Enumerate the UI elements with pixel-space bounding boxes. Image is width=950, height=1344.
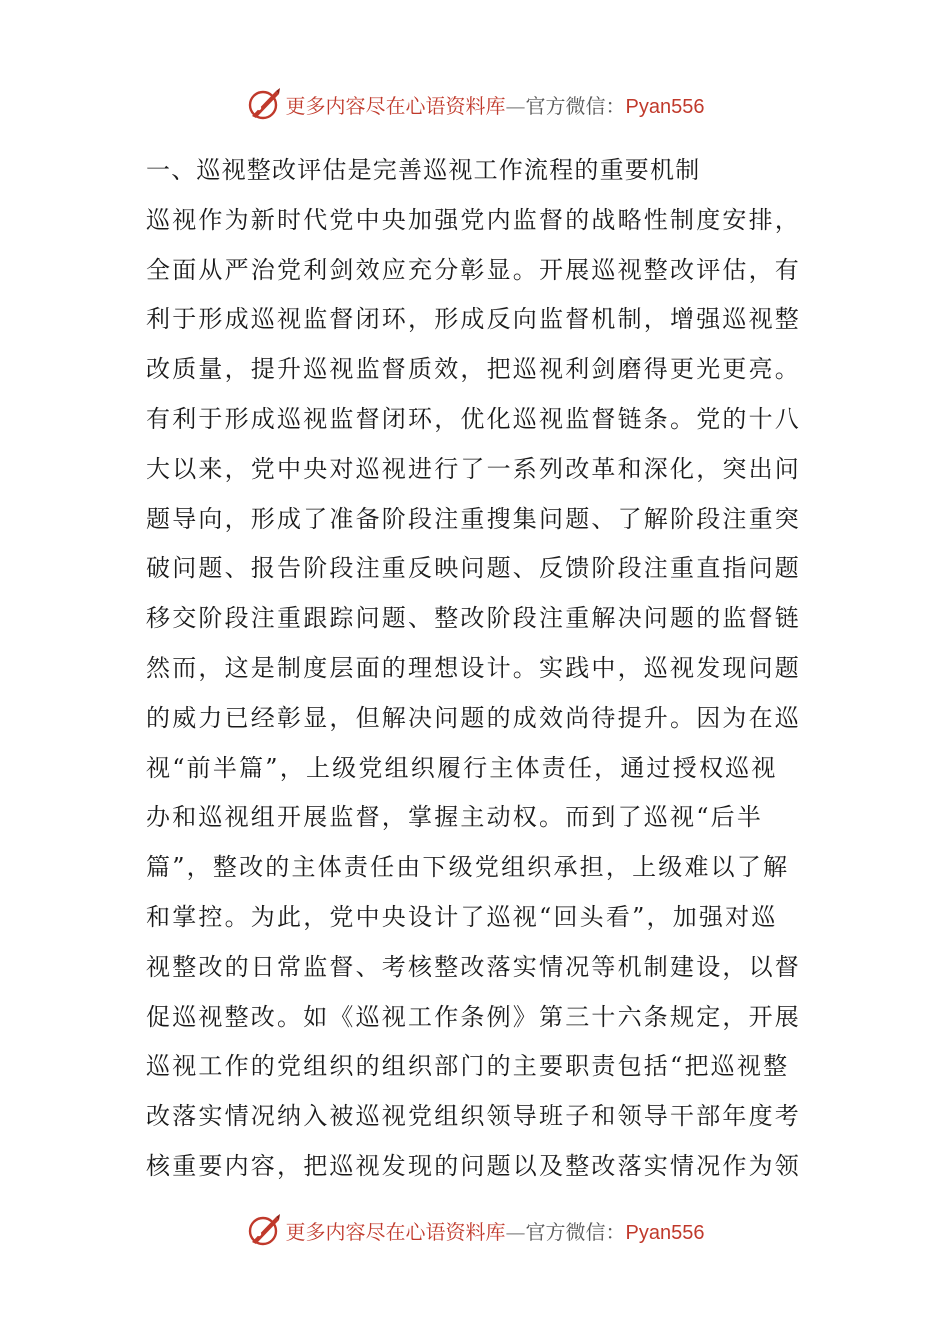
text-line: 视“前半篇”，上级党组织履行主体责任，通过授权巡视: [146, 753, 778, 782]
text-line: 视整改的日常监督、考核整改落实情况等机制建设，以督: [146, 952, 801, 981]
text-line: 题导向，形成了准备阶段注重搜集问题、了解阶段注重突: [146, 504, 801, 533]
text-line: 的威力已经彰显，但解决问题的成效尚待提升。因为在巡: [146, 703, 801, 732]
text-line: 办和巡视组开展监督，掌握主动权。而到了巡视“后半: [146, 803, 764, 832]
quill-pen-seal-icon: [246, 86, 282, 122]
header-wechat-label: 官方微信：: [525, 93, 626, 118]
header-banner-text: [286, 90, 705, 119]
footer-banner: [0, 1208, 950, 1252]
text-line: 破问题、报告阶段注重反映问题、反馈阶段注重直指问题: [146, 554, 801, 583]
text-line: 篇”，整改的主体责任由下级党组织承担，上级难以了解: [146, 853, 790, 882]
text-line: 大以来，党中央对巡视进行了一系列改革和深化，突出问: [146, 454, 801, 483]
document-body: [146, 146, 806, 1192]
text-line: 改质量，提升巡视监督质效，把巡视利剑磨得更光更亮。: [146, 355, 801, 384]
footer-brand: 更多内容尽在心语资料库: [285, 1219, 506, 1244]
text-line: 改落实情况纳入被巡视党组织领导班子和领导干部年度考: [146, 1102, 801, 1131]
text-line: 有利于形成巡视监督闭环，优化巡视监督链条。党的十八: [146, 404, 801, 433]
header-dash: —: [505, 93, 526, 118]
text-line: 巡视作为新时代党中央加强党内监督的战略性制度安排，: [146, 205, 801, 234]
footer-wechat-label: 官方微信：: [525, 1219, 626, 1244]
text-line: 然而，这是制度层面的理想设计。实践中，巡视发现问题: [146, 653, 801, 682]
text-line: 全面从严治党利剑效应充分彰显。开展巡视整改评估，有: [146, 255, 801, 284]
text-line: 移交阶段注重跟踪问题、整改阶段注重解决问题的监督链: [146, 604, 801, 633]
footer-dash: —: [505, 1219, 526, 1244]
section-heading: 一、巡视整改评估是完善巡视工作流程的重要机制: [146, 156, 701, 184]
header-brand: 更多内容尽在心语资料库: [285, 93, 506, 118]
header-wechat-id: Pyan556: [625, 95, 705, 118]
text-line: 巡视工作的党组织的组织部门的主要职责包括“把巡视整: [146, 1052, 790, 1081]
footer-wechat-id: Pyan556: [625, 1221, 705, 1244]
text-line: 和掌控。为此，党中央设计了巡视“回头看”，加强对巡: [146, 902, 778, 931]
text-line: 利于形成巡视监督闭环，形成反向监督机制，增强巡视整: [146, 305, 801, 334]
footer-banner-text: [286, 1216, 705, 1245]
header-banner: [0, 82, 950, 126]
quill-pen-seal-icon: [246, 1212, 282, 1248]
text-line: 促巡视整改。如《巡视工作条例》第三十六条规定，开展: [146, 1002, 801, 1031]
text-line: 核重要内容，把巡视发现的问题以及整改落实情况作为领: [146, 1151, 801, 1180]
